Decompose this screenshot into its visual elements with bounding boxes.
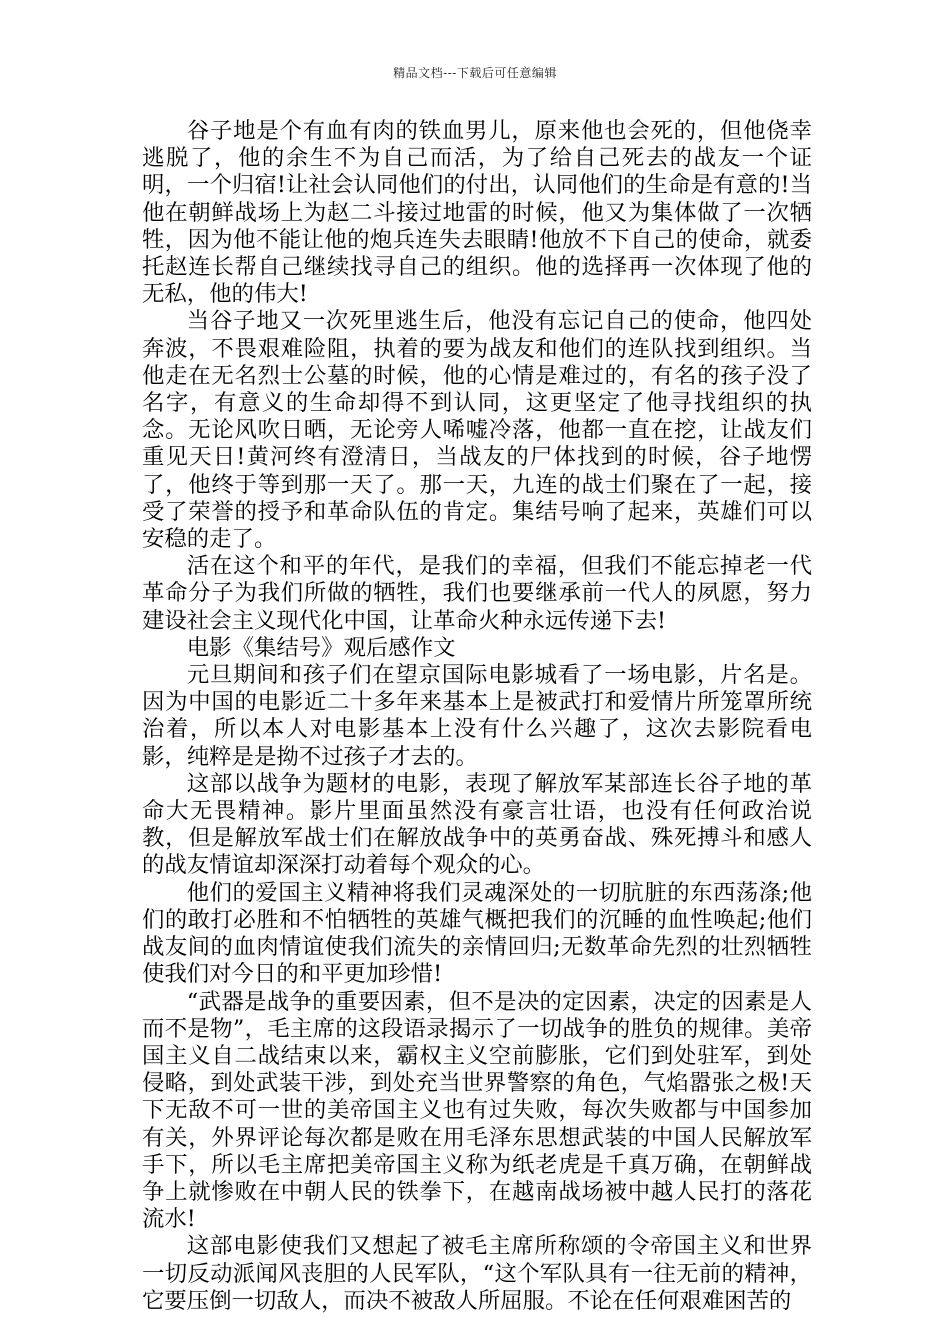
section-heading: 电影《集结号》观后感作文	[186, 634, 456, 661]
paragraph: 当谷子地又一次死里逃生后，他没有忘记自己的使命，他四处奔波，不畏艰难险阻，执着的要为战友和他们的连队找到组织。当他走在无名烈士公墓的时候，他的心情是难过的，有名的孩子没了名字，有意义的生命却得不到认同，这更坚定了他寻找组织的执念。无论风吹日晒，无论旁人唏嘘冷落，他都一直在挖，让战友们重见天日!黄河终有澄清日，当战友的尸体找到的时候，谷子地愣了，他终于等到那一天了。那一天，九连的战士们聚在了一起，接受了荣誉的授予和革命队伍的肯定。集结号响了起来，英雄们可以安稳的走了。	[142, 308, 812, 553]
paragraph: 这部以战争为题材的电影，表现了解放军某部连长谷子地的革命大无畏精神。影片里面虽然没有豪言壮语，也没有任何政治说教，但是解放军战士们在解放战争中的英勇奋战、殊死搏斗和感人的战友情谊却深深打动着每个观众的心。	[142, 770, 812, 879]
page-header: 精品文档---下载后可任意编辑	[393, 66, 557, 80]
paragraph: 元旦期间和孩子们在望京国际电影城看了一场电影，片名是。因为中国的电影近二十多年来基本上是被武打和爱情片所笼罩所统治着，所以本人对电影基本上没有什么兴趣了，这次去影院看电影，纯粹是是拗不过孩子才去的。	[142, 662, 812, 770]
paragraph: 他们的爱国主义精神将我们灵魂深处的一切肮脏的东西荡涤;他们的敢打必胜和不怕牺牲的英雄气概把我们的沉睡的血性唤起;他们战友间的血肉情谊使我们流失的亲情回归;无数革命先烈的壮烈牺牲使我们对今日的和平更加珍惜!	[142, 879, 812, 988]
document-body	[142, 118, 812, 1315]
paragraph: 活在这个和平的年代，是我们的幸福，但我们不能忘掉老一代革命分子为我们所做的牺牲，我们也要继承前一代人的夙愿，努力建设社会主义现代化中国，让革命火种永远传递下去!	[142, 553, 812, 634]
paragraph: “武器是战争的重要因素，但不是决的定因素，决定的因素是人而不是物”，毛主席的这段语录揭示了一切战争的胜负的规律。美帝国主义自二战结束以来，霸权主义空前膨胀，它们到处驻军，到处侵略，到处武装干涉，到处充当世界警察的角色，气焰嚣张之极!天下无敌不可一世的美帝国主义也有过失败，每次失败都与中国参加有关，外界评论每次都是败在用毛泽东思想武装的中国人民解放军手下，所以毛主席把美帝国主义称为纸老虎是千真万确，在朝鲜战争上就惨败在中朝人民的铁拳下，在越南战场被中越人民打的落花流水!	[142, 988, 812, 1233]
paragraph: 谷子地是个有血有肉的铁血男儿，原来他也会死的，但他侥幸逃脱了，他的余生不为自己而活，为了给自己死去的战友一个证明，一个归宿!让社会认同他们的付出，认同他们的生命是有意的!当他在朝鲜战场上为赵二斗接过地雷的时候，他又为集体做了一次牺牲，因为他不能让他的炮兵连失去眼睛!他放不下自己的使命，就委托赵连长帮自己继续找寻自己的组织。他的选择再一次体现了他的无私，他的伟大!	[142, 118, 812, 308]
paragraph: 这部电影使我们又想起了被毛主席所称颂的令帝国主义和世界一切反动派闻风丧胆的人民军队，“这个军队具有一往无前的精神，它要压倒一切敌人，而决不被敌人所屈服。不论在任何艰难困苦的	[142, 1233, 812, 1314]
